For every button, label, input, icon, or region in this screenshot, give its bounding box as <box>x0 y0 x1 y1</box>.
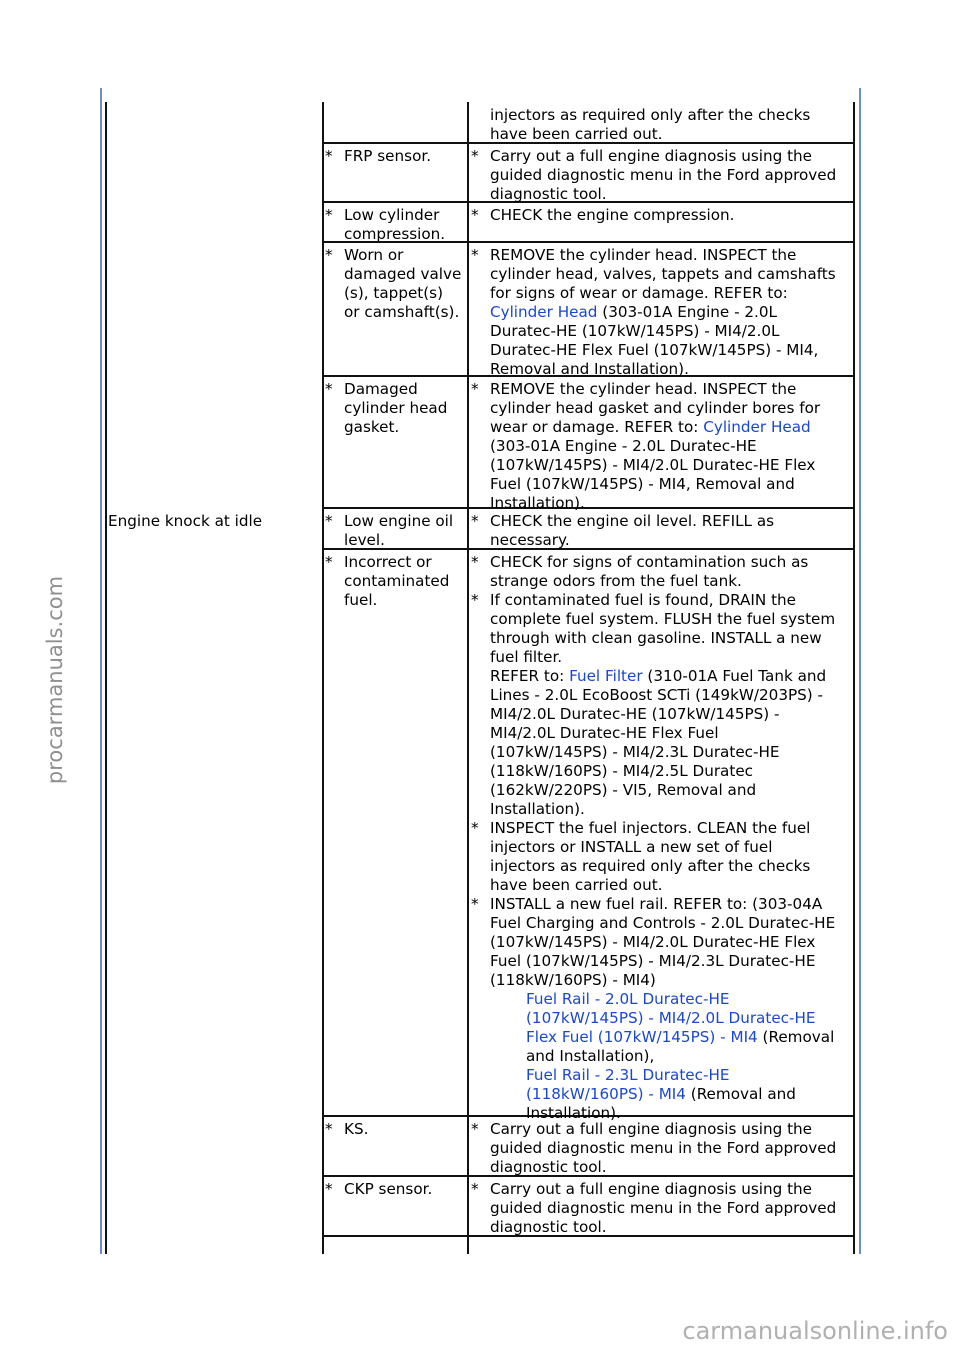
action-bullet-line: * INSPECT the fuel injectors. CLEAN the fuel <box>471 819 835 838</box>
action-text: wear or damage. REFER to: <box>490 418 704 436</box>
action-line: Installation). <box>490 800 585 818</box>
reference-link[interactable]: (107kW/145PS) - MI4/2.0L Duratec-HE <box>526 1009 816 1027</box>
action-cell <box>471 246 836 379</box>
action-line: guided diagnostic menu in the Ford approved <box>490 1139 837 1157</box>
action-bullet-line: * INSTALL a new fuel rail. REFER to: (303-04A <box>471 895 835 914</box>
action-bullet-line: * CHECK for signs of contamination such as <box>471 553 835 572</box>
action-line <box>471 667 835 686</box>
action-line: Installation). <box>490 494 585 512</box>
action-line: strange odors from the fuel tank. <box>490 572 742 590</box>
action-line <box>471 1009 835 1028</box>
action-bullet-line: * Carry out a full engine diagnosis using the <box>471 1180 836 1199</box>
action-line: Fuel Charging and Controls - 2.0L Duratec-HE <box>490 914 836 932</box>
action-bullet-line: * REMOVE the cylinder head. INSPECT the <box>471 246 836 265</box>
cause-cell <box>325 147 431 166</box>
action-line: (303-01A Engine - 2.0L Duratec-HE <box>490 437 757 455</box>
action-line: have been carried out. <box>490 125 663 143</box>
action-bullet-line: * If contaminated fuel is found, DRAIN the <box>471 591 835 610</box>
action-line: and Installation), <box>526 1047 655 1065</box>
cause-line: gasket. <box>344 418 400 436</box>
action-text: (Removal <box>757 1028 835 1046</box>
action-line: MI4/2.0L Duratec-HE Flex Fuel <box>490 724 719 742</box>
cause-line: (s), tappet(s) <box>344 284 444 302</box>
action-line: Fuel (107kW/145PS) - MI4, Removal and <box>490 475 795 493</box>
cause-line: * FRP sensor. <box>325 147 431 166</box>
action-line <box>471 303 836 322</box>
action-line: complete fuel system. FLUSH the fuel system <box>490 610 836 628</box>
page-left-border <box>100 88 102 1254</box>
action-line: Fuel (107kW/145PS) - MI4/2.3L Duratec-HE <box>490 952 816 970</box>
action-line: injectors as required only after the checks <box>490 857 811 875</box>
action-line: diagnostic tool. <box>490 185 607 203</box>
action-line: guided diagnostic menu in the Ford approved <box>490 166 837 184</box>
table-right-edge <box>853 102 855 1254</box>
action-line: cylinder head gasket and cylinder bores for <box>490 399 821 417</box>
cause-cell <box>325 512 453 550</box>
reference-link[interactable]: Fuel Filter <box>569 667 643 685</box>
cause-cell <box>325 1180 432 1199</box>
cause-cell <box>325 206 445 244</box>
symptom-label: Engine knock at idle <box>108 512 263 530</box>
cause-cell <box>325 553 449 610</box>
reference-link[interactable]: Fuel Rail - 2.0L Duratec-HE <box>526 990 730 1008</box>
action-column-edge <box>467 102 469 1254</box>
action-line: (118kW/160PS) - MI4/2.5L Duratec <box>490 762 754 780</box>
action-line: (107kW/145PS) - MI4/2.0L Duratec-HE Flex <box>490 456 816 474</box>
action-cell <box>471 553 835 1123</box>
action-cell <box>471 1120 836 1177</box>
action-text: (Removal and <box>685 1085 796 1103</box>
action-line: fuel filter. <box>490 648 563 666</box>
action-bullet-line: * Carry out a full engine diagnosis using the <box>471 147 836 166</box>
reference-link[interactable]: Flex Fuel (107kW/145PS) - MI4 <box>526 1028 758 1046</box>
cause-cell <box>325 1120 368 1139</box>
cause-line: level. <box>344 531 385 549</box>
action-line: injectors as required only after the checks <box>490 106 811 124</box>
reference-link[interactable]: Cylinder Head <box>490 303 598 321</box>
action-cell <box>471 1180 836 1237</box>
action-line: (162kW/220PS) - VI5, Removal and <box>490 781 757 799</box>
action-cell <box>471 206 735 225</box>
reference-link[interactable]: Fuel Rail - 2.3L Duratec-HE <box>526 1066 730 1084</box>
cause-line: cylinder head <box>344 399 448 417</box>
action-cell <box>471 380 820 513</box>
action-cell <box>471 512 774 550</box>
action-line <box>471 990 835 1009</box>
cause-line: damaged valve <box>344 265 462 283</box>
reference-link[interactable]: Cylinder Head <box>703 418 811 436</box>
cause-line: fuel. <box>344 591 378 609</box>
cause-line: * Worn or <box>325 246 461 265</box>
action-line: guided diagnostic menu in the Ford approved <box>490 1199 837 1217</box>
action-line <box>471 1066 835 1085</box>
action-line: (118kW/160PS) - MI4) <box>490 971 656 989</box>
cause-line: compression. <box>344 225 446 243</box>
cause-line: * Low engine oil <box>325 512 453 531</box>
action-line: necessary. <box>490 531 570 549</box>
action-line: cylinder head, valves, tappets and camshafts <box>490 265 836 283</box>
action-bullet-line: * REMOVE the cylinder head. INSPECT the <box>471 380 820 399</box>
action-bullet-line: * CHECK the engine oil level. REFILL as <box>471 512 774 531</box>
cause-line: * Low cylinder <box>325 206 445 225</box>
action-text: (303-01A Engine - 2.0L <box>597 303 778 321</box>
cause-cell <box>325 380 447 437</box>
action-line: have been carried out. <box>490 876 663 894</box>
cause-line: contaminated <box>344 572 450 590</box>
page-right-border <box>859 88 861 1254</box>
action-line: (107kW/145PS) - MI4/2.0L Duratec-HE Flex <box>490 933 816 951</box>
action-line: injectors or INSTALL a new set of fuel <box>490 838 773 856</box>
action-cell <box>471 106 810 144</box>
cause-line: * CKP sensor. <box>325 1180 432 1199</box>
action-line <box>471 1028 835 1047</box>
action-line <box>471 1085 835 1104</box>
side-watermark: procarmanuals.com <box>43 575 67 785</box>
table-left-edge <box>105 102 107 1254</box>
reference-link[interactable]: (118kW/160PS) - MI4 <box>526 1085 686 1103</box>
cause-column-edge <box>322 102 324 1254</box>
action-bullet-line: * CHECK the engine compression. <box>471 206 735 225</box>
cause-line: * KS. <box>325 1120 368 1139</box>
action-line: Installation). <box>526 1104 621 1122</box>
action-line: for signs of wear or damage. REFER to: <box>490 284 788 302</box>
action-bullet-line: * Carry out a full engine diagnosis using the <box>471 1120 836 1139</box>
action-line <box>471 418 820 437</box>
action-text: REFER to: <box>490 667 570 685</box>
action-line: Duratec-HE Flex Fuel (107kW/145PS) - MI4, <box>490 341 819 359</box>
action-line: Lines - 2.0L EcoBoost SCTi (149kW/203PS) - <box>490 686 824 704</box>
action-line: through with clean gasoline. INSTALL a new <box>490 629 822 647</box>
action-text: (310-01A Fuel Tank and <box>642 667 827 685</box>
cause-line: * Incorrect or <box>325 553 449 572</box>
action-line: (107kW/145PS) - MI4/2.3L Duratec-HE <box>490 743 780 761</box>
cause-line: or camshaft(s). <box>344 303 460 321</box>
action-line: Removal and Installation). <box>490 360 689 378</box>
action-line: diagnostic tool. <box>490 1218 607 1236</box>
footer-watermark: carmanualsonline.info <box>682 1317 948 1345</box>
action-cell <box>471 147 836 204</box>
action-line: MI4/2.0L Duratec-HE (107kW/145PS) - <box>490 705 780 723</box>
action-line: diagnostic tool. <box>490 1158 607 1176</box>
action-line: Duratec-HE (107kW/145PS) - MI4/2.0L <box>490 322 780 340</box>
cause-line: * Damaged <box>325 380 447 399</box>
cause-cell <box>325 246 461 322</box>
